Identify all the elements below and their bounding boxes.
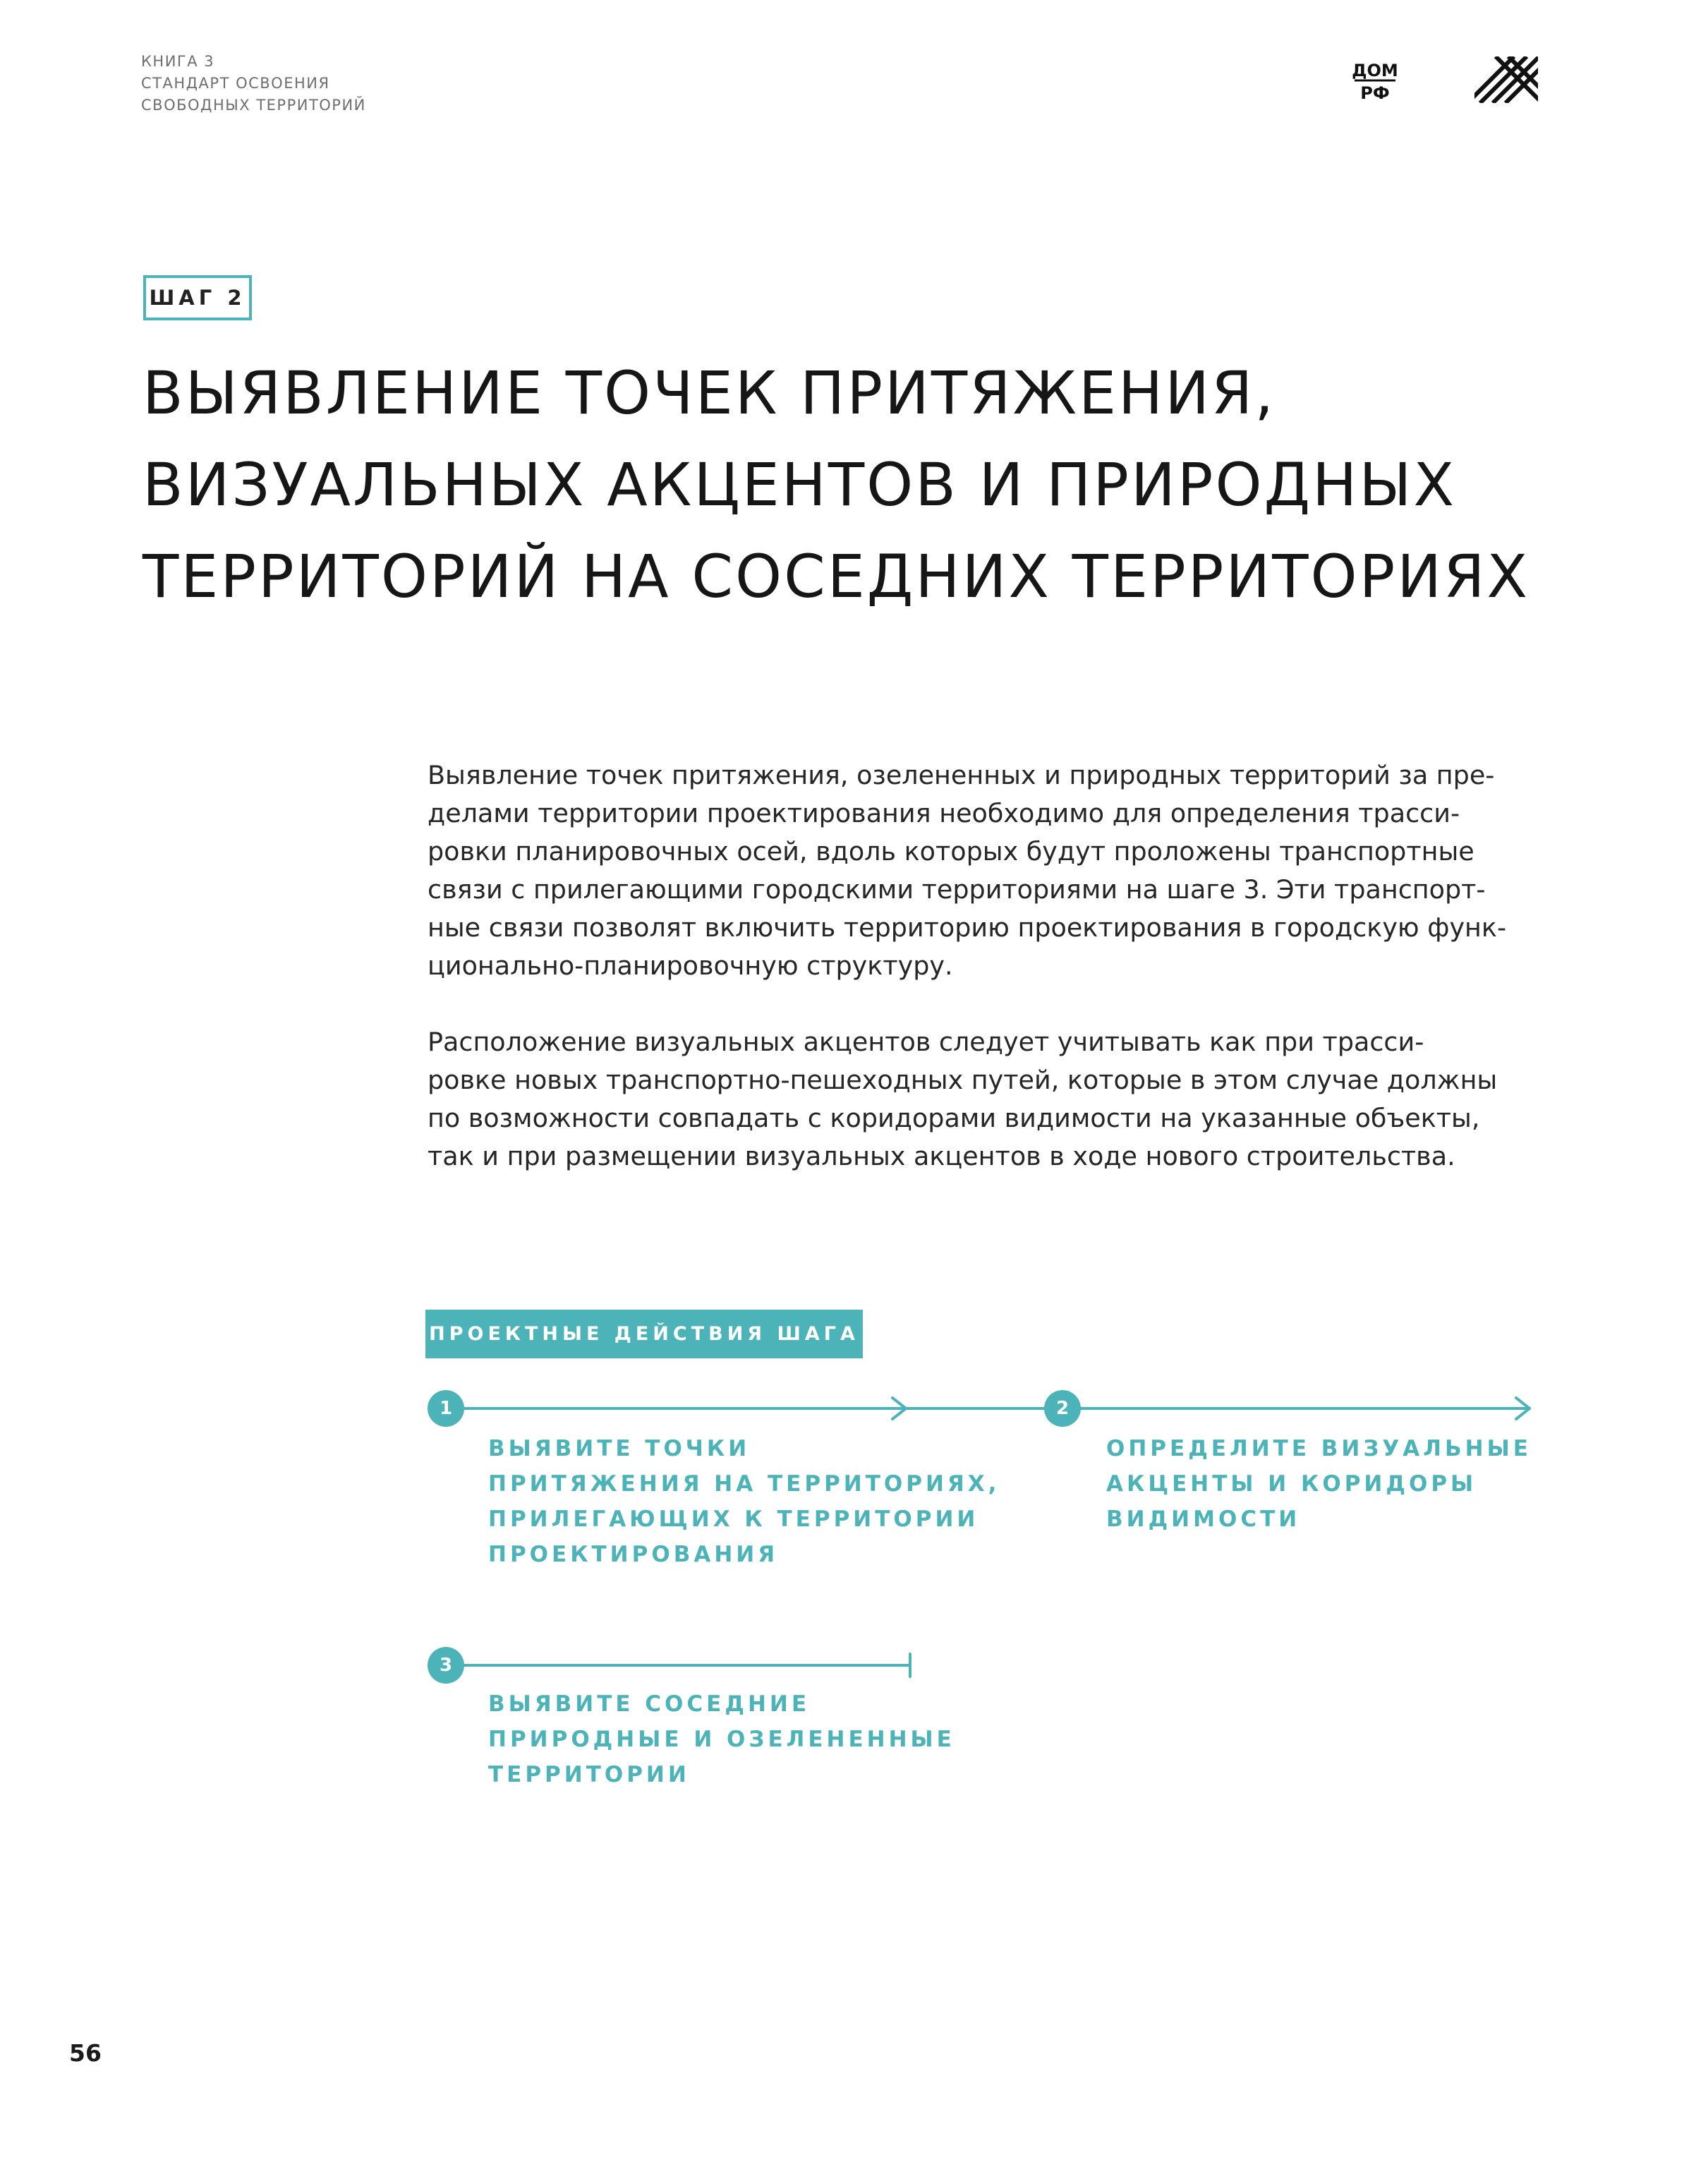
- body-line: Расположение визуальных акцентов следует учитывать как при трасси-: [428, 1027, 1424, 1057]
- step-text-line: ВИДИМОСТИ: [1106, 1507, 1301, 1532]
- step-2-number: 2: [1044, 1390, 1081, 1427]
- step-1-number: 1: [428, 1390, 464, 1427]
- dom-rf-logo-line: ДОМ: [1352, 61, 1398, 80]
- body-line: Выявление точек притяжения, озелененных и природных территорий за пре-: [428, 760, 1495, 790]
- step-text-line: ВЫЯВИТЕ СОСЕДНИЕ: [488, 1691, 811, 1717]
- step-1-text: [488, 1431, 1000, 1572]
- book-header-line: КНИГА 3: [141, 53, 215, 70]
- page-title-line: ТЕРРИТОРИЙ НА СОСЕДНИХ ТЕРРИТОРИЯХ: [143, 542, 1530, 611]
- step-3-text: [488, 1686, 955, 1792]
- step-text-line: ПРИРОДНЫЕ И ОЗЕЛЕНЕННЫЕ: [488, 1727, 955, 1752]
- book-header-line: СВОБОДНЫХ ТЕРРИТОРИЙ: [141, 97, 366, 114]
- project-actions-label: ПРОЕКТНЫЕ ДЕЙСТВИЯ ШАГА: [425, 1310, 863, 1358]
- body-line: ровке новых транспортно-пешеходных путей, которые в этом случае должны: [428, 1065, 1498, 1095]
- dom-rf-logo-line: РФ: [1360, 83, 1390, 103]
- step-text-line: ПРИЛЕГАЮЩИХ К ТЕРРИТОРИИ: [488, 1507, 979, 1532]
- body-line: так и при размещении визуальных акцентов в ходе нового строительства.: [428, 1141, 1455, 1171]
- step-text-line: АКЦЕНТЫ И КОРИДОРЫ: [1106, 1471, 1477, 1497]
- page-title-line: ВЫЯВЛЕНИЕ ТОЧЕК ПРИТЯЖЕНИЯ,: [143, 358, 1276, 428]
- step-text-line: ПРОЕКТИРОВАНИЯ: [488, 1542, 779, 1567]
- step-2-text: [1106, 1431, 1532, 1537]
- body-line: ционально-планировочную структуру.: [428, 950, 953, 981]
- step-3-number: 3: [428, 1647, 464, 1684]
- body-line: ные связи позволят включить территорию проектирования в городскую функ-: [428, 912, 1507, 943]
- page-number: 56: [69, 2039, 102, 2067]
- book-header-line: СТАНДАРТ ОСВОЕНИЯ: [141, 75, 330, 92]
- step-text-line: ВЫЯВИТЕ ТОЧКИ: [488, 1436, 751, 1461]
- body-line: по возможности совпадать с коридорами видимости на указанные объекты,: [428, 1103, 1480, 1133]
- body-line: связи с прилегающими городскими территориями на шаге 3. Эти транспорт-: [428, 874, 1486, 905]
- page-title-line: ВИЗУАЛЬНЫХ АКЦЕНТОВ И ПРИРОДНЫХ: [143, 450, 1457, 519]
- body-line: делами территории проектирования необходимо для определения трасси-: [428, 798, 1460, 828]
- step-badge: ШАГ 2: [143, 275, 252, 320]
- step-text-line: ПРИТЯЖЕНИЯ НА ТЕРРИТОРИЯХ,: [488, 1471, 1000, 1497]
- step-text-line: ТЕРРИТОРИИ: [488, 1762, 690, 1787]
- body-line: ровки планировочных осей, вдоль которых будут проложены транспортные: [428, 836, 1474, 867]
- step-text-line: ОПРЕДЕЛИТЕ ВИЗУАЛЬНЫЕ: [1106, 1436, 1532, 1461]
